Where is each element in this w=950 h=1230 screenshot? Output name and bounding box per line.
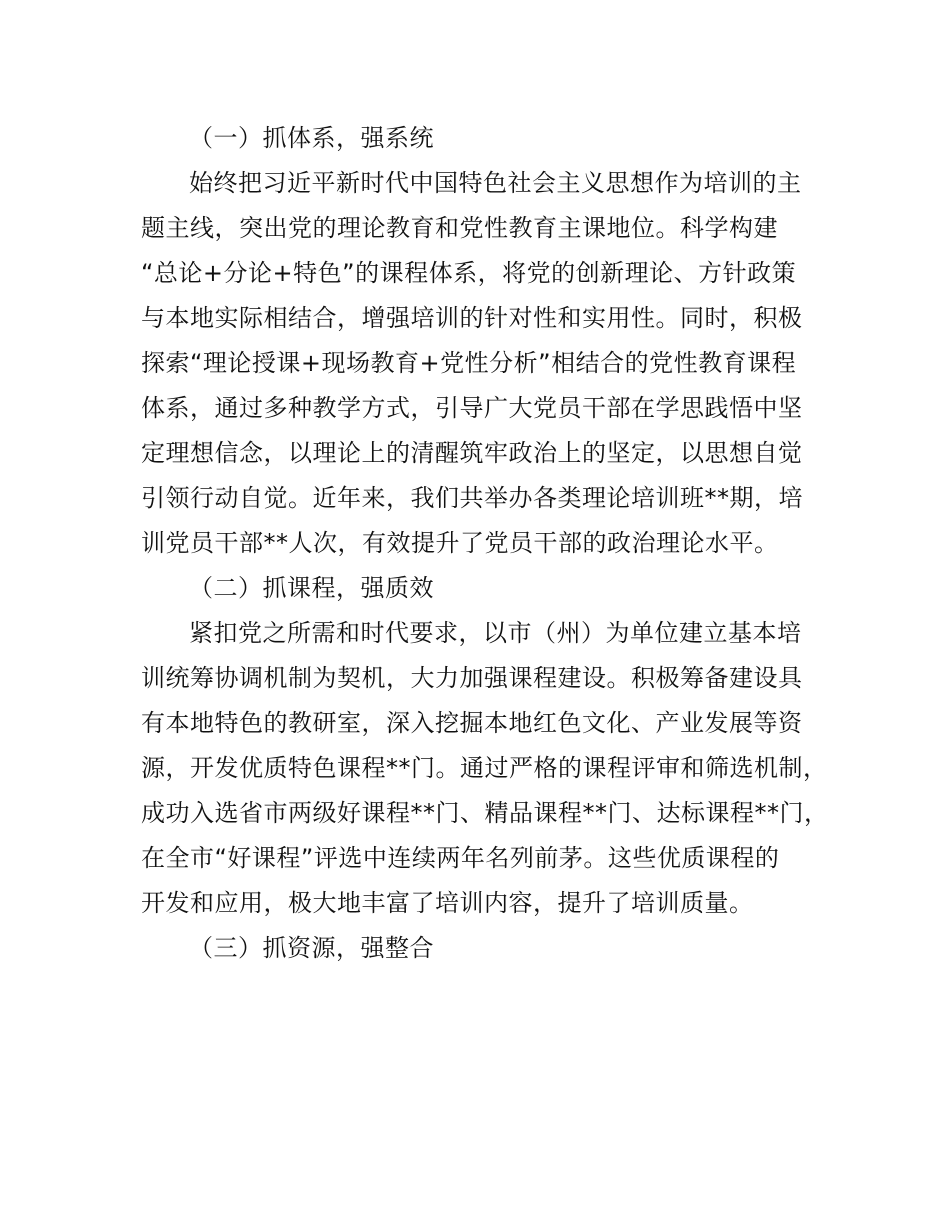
- paragraph-line: 引领行动自觉。近年来，我们共举办各类理论培训班**期，培: [141, 484, 803, 512]
- document-body: [141, 116, 829, 971]
- section-paragraph-1: [141, 161, 813, 566]
- paragraph-line: 探索“理论授课+现场教育+党性分析”相结合的党性教育课程: [141, 349, 797, 377]
- paragraph-line: 成功入选省市两级好课程**门、精品课程**门、达标课程**门，: [141, 799, 829, 827]
- paragraph-line: “总论+分论+特色”的课程体系，将党的创新理论、方针政策: [141, 259, 797, 287]
- paragraph-line: 始终把习近平新时代中国特色社会主义思想作为培训的主: [189, 169, 802, 197]
- paragraph-line: 训党员干部**人次，有效提升了党员干部的政治理论水平。: [141, 529, 779, 557]
- paragraph-line: 定理想信念，以理论上的清醒筑牢政治上的坚定，以思想自觉: [141, 439, 803, 467]
- section-heading-1: （一）抓体系，强系统: [189, 124, 434, 152]
- section-heading-2: （二）抓课程，强质效: [189, 574, 434, 602]
- paragraph-line: 与本地实际相结合，增强培训的针对性和实用性。同时，积极: [141, 304, 803, 332]
- paragraph-line: 源，开发优质特色课程**门。通过严格的课程评审和筛选机制，: [141, 754, 828, 782]
- paragraph-line: 开发和应用，极大地丰富了培训内容，提升了培训质量。: [141, 889, 754, 917]
- paragraph-line: 体系，通过多种教学方式，引导广大党员干部在学思践悟中坚: [141, 394, 803, 422]
- paragraph-line: 紧扣党之所需和时代要求，以市（州）为单位建立基本培: [189, 619, 802, 647]
- paragraph-line: 训统筹协调机制为契机，大力加强课程建设。积极筹备建设具: [141, 664, 803, 692]
- section-heading-3: （三）抓资源，强整合: [189, 934, 434, 962]
- paragraph-line: 在全市“好课程”评选中连续两年名列前茅。这些优质课程的: [141, 844, 780, 872]
- paragraph-line: 题主线，突出党的理论教育和党性教育主课地位。科学构建: [141, 214, 778, 242]
- section-paragraph-2: [141, 611, 829, 926]
- paragraph-line: 有本地特色的教研室，深入挖掘本地红色文化、产业发展等资: [141, 709, 803, 737]
